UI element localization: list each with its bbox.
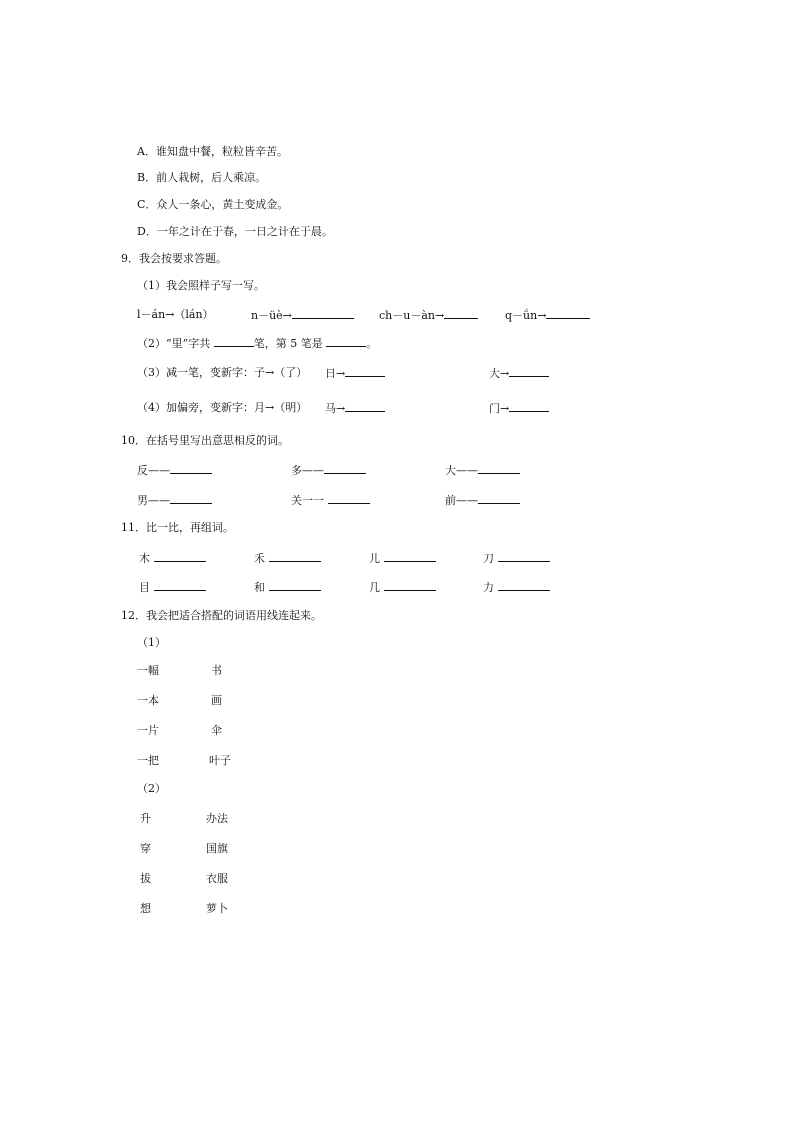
q9-part4-item bbox=[489, 401, 549, 416]
q11-item-text: 几 bbox=[369, 581, 384, 594]
answer-blank[interactable] bbox=[324, 463, 366, 474]
q9-part4-label: （4）加偏旁，变新字：月→（明） bbox=[137, 401, 308, 414]
q10-item-text: 反—— bbox=[137, 464, 170, 477]
answer-blank[interactable] bbox=[214, 336, 254, 347]
answer-blank[interactable] bbox=[509, 401, 549, 412]
q11-item-text: 禾 bbox=[254, 552, 269, 565]
answer-blank[interactable] bbox=[170, 493, 212, 504]
q9-part3-item bbox=[489, 366, 549, 381]
q11-item-text: 儿 bbox=[369, 552, 384, 565]
q9-part2 bbox=[137, 336, 377, 351]
q12-part2-label: （2） bbox=[137, 782, 166, 795]
q10-item-text: 大—— bbox=[445, 464, 478, 477]
q10-item-text: 男—— bbox=[137, 494, 170, 507]
answer-blank[interactable] bbox=[326, 336, 366, 347]
q9-part1-example: l－án→（lán） bbox=[137, 308, 214, 321]
q12-part2-left-item[interactable]: 拔 bbox=[140, 872, 151, 885]
q12-part2-left-item[interactable]: 想 bbox=[140, 902, 151, 915]
q9-part4-item bbox=[325, 401, 385, 416]
q12-part2-right-item[interactable]: 国旗 bbox=[206, 842, 228, 855]
q9-part2-text-b: 笔，第 5 笔是 bbox=[253, 337, 327, 350]
q10-item bbox=[137, 463, 212, 478]
q8-option-c: C．众人一条心，黄土变成金。 bbox=[137, 198, 289, 211]
q10-item bbox=[137, 493, 212, 508]
q9-part1-label: （1）我会照样子写一写。 bbox=[137, 279, 265, 292]
q10-title: 10．在括号里写出意思相反的词。 bbox=[121, 434, 289, 447]
q10-item-text: 多—— bbox=[291, 464, 324, 477]
q9-part2-text-c: 。 bbox=[366, 337, 378, 350]
q12-title: 12．我会把适合搭配的词语用线连起来。 bbox=[121, 609, 322, 622]
answer-blank[interactable] bbox=[154, 580, 206, 591]
q12-part1-right-item[interactable]: 叶子 bbox=[209, 754, 231, 767]
answer-blank[interactable] bbox=[345, 366, 385, 377]
answer-blank[interactable] bbox=[345, 401, 385, 412]
answer-blank[interactable] bbox=[478, 463, 520, 474]
q9-part3-label: （3）减一笔，变新字：子→（了） bbox=[137, 366, 308, 379]
q9-part4-item-text: 马→ bbox=[325, 402, 346, 415]
answer-blank[interactable] bbox=[269, 551, 321, 562]
q9-part1-item bbox=[251, 308, 354, 323]
q12-part1-right-item[interactable]: 伞 bbox=[211, 724, 222, 737]
q8-option-b: B．前人栽树，后人乘凉。 bbox=[137, 171, 267, 184]
q11-item-text: 目 bbox=[139, 581, 154, 594]
q9-title: 9．我会按要求答题。 bbox=[121, 252, 227, 265]
q8-option-d: D．一年之计在于春，一日之计在于晨。 bbox=[137, 225, 333, 238]
q10-item bbox=[445, 493, 520, 508]
answer-blank[interactable] bbox=[509, 366, 549, 377]
q9-part3-item-text: 大→ bbox=[489, 367, 510, 380]
answer-blank[interactable] bbox=[269, 580, 321, 591]
q10-item-text: 关一一 bbox=[291, 494, 328, 507]
q8-option-a: A．谁知盘中餐，粒粒皆辛苦。 bbox=[137, 145, 288, 158]
q10-item-text: 前—— bbox=[445, 494, 478, 507]
q12-part1-right-item[interactable]: 画 bbox=[211, 694, 222, 707]
answer-blank[interactable] bbox=[154, 551, 206, 562]
q9-part2-text-a: （2）“里”字共 bbox=[137, 337, 214, 350]
q12-part2-left-item[interactable]: 穿 bbox=[140, 842, 151, 855]
q9-part1-item bbox=[379, 308, 478, 323]
answer-blank[interactable] bbox=[546, 308, 590, 319]
q11-item-text: 木 bbox=[139, 552, 154, 565]
answer-blank[interactable] bbox=[170, 463, 212, 474]
q12-part1-right-item[interactable]: 书 bbox=[211, 664, 222, 677]
answer-blank[interactable] bbox=[384, 580, 436, 591]
q12-part2-right-item[interactable]: 衣服 bbox=[206, 872, 228, 885]
q11-item bbox=[139, 551, 206, 566]
q11-item bbox=[139, 580, 206, 595]
q11-item bbox=[369, 580, 436, 595]
q11-item-text: 和 bbox=[254, 581, 269, 594]
q9-part1-item-text: ch－u－àn→ bbox=[379, 309, 445, 322]
q11-item bbox=[369, 551, 436, 566]
q11-item-text: 力 bbox=[483, 581, 498, 594]
q12-part2-right-item[interactable]: 办法 bbox=[206, 812, 228, 825]
q9-part3-item bbox=[325, 366, 385, 381]
q12-part1-label: （1） bbox=[137, 636, 166, 649]
answer-blank[interactable] bbox=[444, 308, 478, 319]
q10-item bbox=[291, 463, 366, 478]
q11-item bbox=[483, 580, 550, 595]
answer-blank[interactable] bbox=[498, 551, 550, 562]
q12-part2-right-item[interactable]: 萝卜 bbox=[206, 902, 228, 915]
q12-part1-left-item[interactable]: 一片 bbox=[137, 724, 159, 737]
q10-item bbox=[291, 493, 370, 508]
q9-part1-item-text: n－üè→ bbox=[251, 309, 292, 322]
answer-blank[interactable] bbox=[384, 551, 436, 562]
q10-item bbox=[445, 463, 520, 478]
answer-blank[interactable] bbox=[498, 580, 550, 591]
answer-blank[interactable] bbox=[292, 308, 354, 319]
q11-item bbox=[254, 580, 321, 595]
q11-item-text: 刀 bbox=[483, 552, 498, 565]
q9-part3-item-text: 日→ bbox=[325, 367, 346, 380]
q9-part1-item bbox=[505, 308, 590, 323]
q11-title: 11．比一比，再组词。 bbox=[121, 521, 234, 534]
q11-item bbox=[254, 551, 321, 566]
q12-part1-left-item[interactable]: 一幅 bbox=[137, 664, 159, 677]
q9-part1-item-text: q－ǘn→ bbox=[505, 309, 547, 322]
q12-part1-left-item[interactable]: 一本 bbox=[137, 694, 159, 707]
q11-item bbox=[483, 551, 550, 566]
answer-blank[interactable] bbox=[478, 493, 520, 504]
q12-part1-left-item[interactable]: 一把 bbox=[137, 754, 159, 767]
answer-blank[interactable] bbox=[328, 493, 370, 504]
q9-part4-item-text: 门→ bbox=[489, 402, 510, 415]
q12-part2-left-item[interactable]: 升 bbox=[140, 812, 151, 825]
